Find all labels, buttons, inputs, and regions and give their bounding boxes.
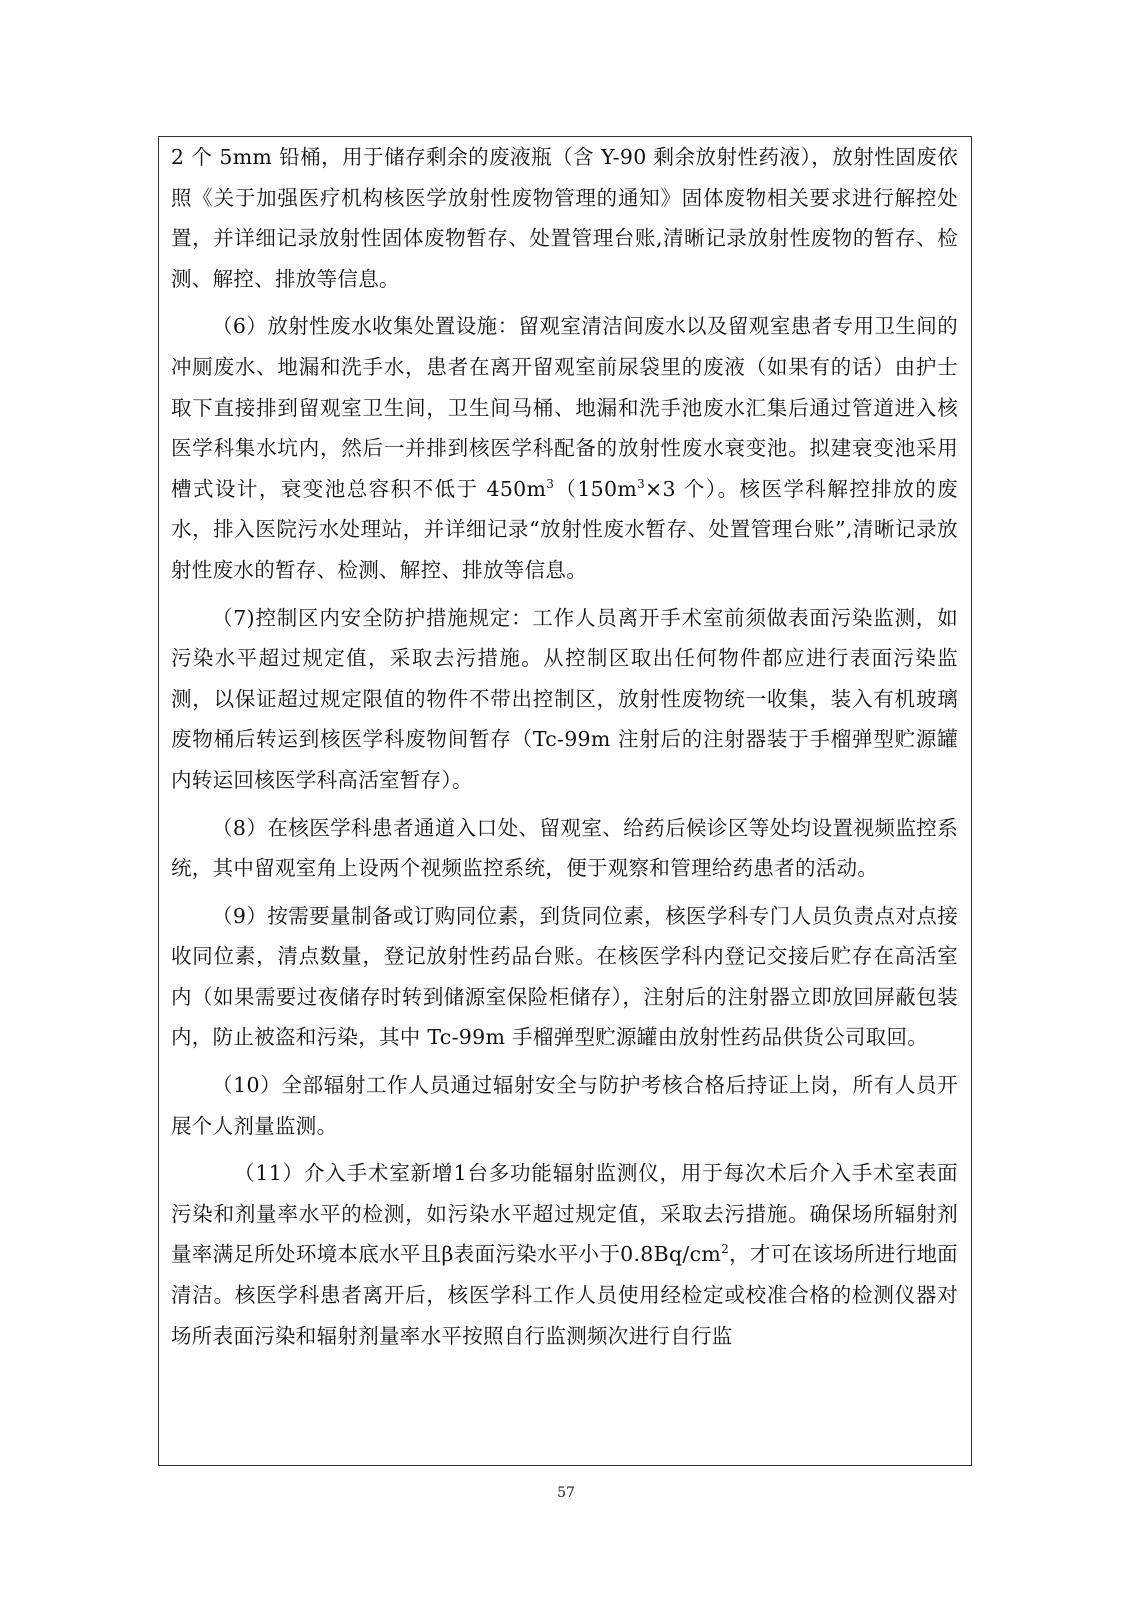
paragraph-11-text: （11）介入手术室新增1台多功能辐射监测仪，用于每次术后介入手术室表面污染和剂量率水平的检测，如污染水平超过规定值，采取去污措施。确保场所辐射剂量率满足所处环境本底水平且β表面污染水平小于0.8Bq/cm (171, 1161, 958, 1267)
paragraph-6-mid: （150m (554, 476, 638, 501)
paragraph-6-wastewater (171, 306, 958, 590)
superscript-cubic-1: 3 (546, 476, 555, 491)
paragraph-continued: 2 个 5mm 铅桶，用于储存剩余的废液瓶（含 Y-90 剩余放射性药液），放射性固废依照《关于加强医疗机构核医学放射性废物管理的通知》固体废物相关要求进行解控处置，并详细记录放射性固体废物暂存、处置管理台账,清晰记录放射性废物的暂存、检测、解控、排放等信息。 (171, 145, 958, 291)
paragraph-6-text: （6）放射性废水收集处置设施：留观室清洁间废水以及留观室患者专用卫生间的冲厕废水、地漏和洗手水，患者在离开留观室前尿袋里的废液（如果有的话）由护士取下直接排到留观室卫生间，卫生间马桶、地漏和洗手池废水汇集后通过管道进入核医学科集水坑内，然后一并排到核医学科配备的放射性废水衰变池。拟建衰变池采用槽式设计，衰变池总容积不低于 450m (171, 314, 958, 501)
page-number: 57 (557, 1485, 575, 1501)
superscript-cubic-2: 3 (637, 476, 646, 491)
superscript-square: 2 (721, 1242, 730, 1257)
paragraph-10-staff-certification: （10）全部辐射工作人员通过辐射安全与防护考核合格后持证上岗，所有人员开展个人剂量监测。 (171, 1073, 958, 1138)
paragraph-11-tail: ，才可在该场所进行地面清洁。核医学科患者离开后，核医学科工作人员使用经检定或校准合格的检测仪器对场所表面污染和辐射剂量率水平按照自行监测频次进行自行监 (171, 1242, 958, 1348)
content-frame (158, 136, 972, 1466)
paragraph-11-radiation-monitor (171, 1153, 958, 1356)
paragraph-6-tail: ×3 个）。核医学科解控排放的废水，排入医院污水处理站，并详细记录“放射性废水暂存、处置管理台账”,清晰记录放射性废水的暂存、检测、解控、排放等信息。 (171, 476, 958, 582)
paragraph-9-isotope-handling: （9）按需要量制备或订购同位素，到货同位素，核医学科专门人员负责点对点接收同位素，清点数量，登记放射性药品台账。在核医学科内登记交接后贮存在高活室内（如果需要过夜储存时转到储源室保险柜储存），注射后的注射器立即放回屏蔽包装内，防止被盗和污染，其中 Tc-99m 手榴弹型贮源罐由放射性药品供货公司取回。 (171, 903, 958, 1050)
paragraph-7-control-area: （7)控制区内安全防护措施规定：工作人员离开手术室前须做表面污染监测，如污染水平超过规定值，采取去污措施。从控制区取出任何物件都应进行表面污染监测，以保证超过规定限值的物件不带出控制区，放射性废物统一收集，装入有机玻璃废物桶后转运到核医学科废物间暂存（Tc-99m 注射后的注射器装于手榴弹型贮源罐内转运回核医学科高活室暂存）。 (171, 605, 958, 792)
paragraph-8-video-monitoring: （8）在核医学科患者通道入口处、留观室、给药后候诊区等处均设置视频监控系统，其中留观室角上设两个视频监控系统，便于观察和管理给药患者的活动。 (171, 815, 958, 881)
